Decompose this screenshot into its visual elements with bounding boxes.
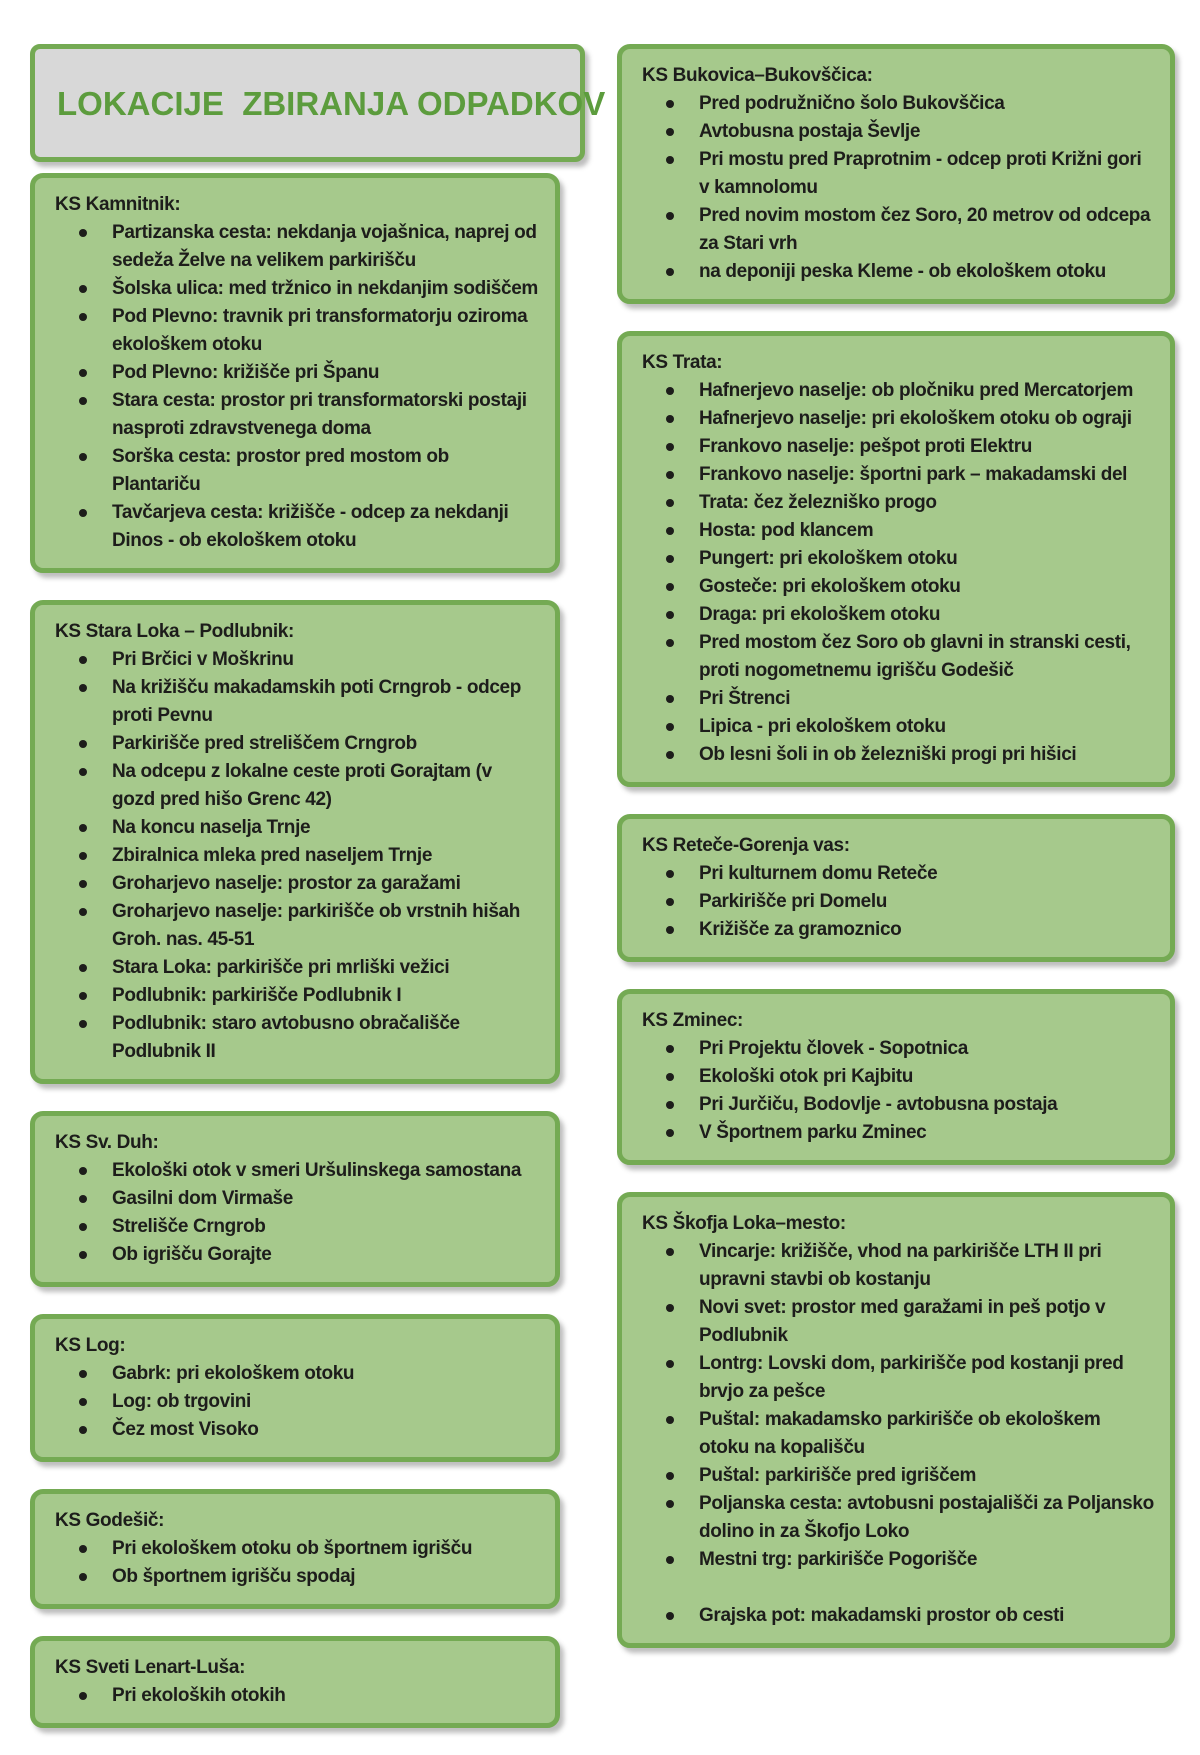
location-item: Pri Jurčiču, Bodovlje - avtobusna postaja [642,1091,1154,1119]
location-item: Križišče za gramoznico [642,916,1154,944]
location-list [642,1035,1154,1147]
location-item: Sorška cesta: prostor pred mostom ob Plantariču [55,443,539,499]
location-item: Na križišču makadamskih poti Crngrob - odcep proti Pevnu [55,674,539,730]
location-box [30,600,560,1084]
location-box [617,814,1175,962]
location-box [617,989,1175,1165]
location-item: Frankovo naselje: športni park – makadamski del [642,461,1154,489]
location-item: Podlubnik: staro avtobusno obračališče Podlubnik II [55,1010,539,1066]
location-item: Puštal: makadamsko parkirišče ob ekološkem otoku na kopališču [642,1406,1154,1462]
location-item: Ekološki otok v smeri Uršulinskega samostana [55,1157,539,1185]
location-box [30,1636,560,1728]
location-item: Na koncu naselja Trnje [55,814,539,842]
location-item: Čez most Visoko [55,1416,539,1444]
list-spacer [642,1574,1154,1602]
box-heading: KS Godešič: [55,1510,165,1531]
location-item: Stara Loka: parkirišče pri mrliški vežici [55,954,539,982]
location-item: Grajska pot: makadamski prostor ob cesti [642,1602,1154,1630]
location-item: Pri Brčici v Moškrinu [55,646,539,674]
location-item: Log: ob trgovini [55,1388,539,1416]
location-list [55,1535,539,1591]
location-item: Novi svet: prostor med garažami in peš potjo v Podlubnik [642,1294,1154,1350]
location-box [30,173,560,573]
location-item: Pri ekološkem otoku ob športnem igrišču [55,1535,539,1563]
box-heading: KS Škofja Loka–mesto: [642,1213,846,1234]
location-item: Tavčarjeva cesta: križišče - odcep za nekdanji Dinos - ob ekološkem otoku [55,499,539,555]
location-list [642,90,1154,286]
location-item: Groharjevo naselje: parkirišče ob vrstnih hišah Groh. nas. 45-51 [55,898,539,954]
location-item: Pri kulturnem domu Reteče [642,860,1154,888]
title-box [30,44,606,162]
location-item: Hafnerjevo naselje: pri ekološkem otoku ob ograji [642,405,1154,433]
location-item: na deponiji peska Kleme - ob ekološkem otoku [642,258,1154,286]
location-item: Parkirišče pri Domelu [642,888,1154,916]
right-column [617,44,1175,1755]
location-item: Frankovo naselje: pešpot proti Elektru [642,433,1154,461]
location-item: Na odcepu z lokalne ceste proti Gorajtam (v gozd pred hišo Grenc 42) [55,758,539,814]
location-item: Podlubnik: parkirišče Podlubnik I [55,982,539,1010]
box-heading: KS Zminec: [642,1010,744,1031]
location-item: Šolska ulica: med tržnico in nekdanjim sodiščem [55,275,539,303]
location-list [642,377,1154,769]
location-item: Gosteče: pri ekološkem otoku [642,573,1154,601]
location-item: Ob igrišču Gorajte [55,1241,539,1269]
location-box [30,1314,560,1462]
page-title: LOKACIJE ZBIRANJA ODPADKOV [57,84,606,122]
location-box [617,1192,1175,1648]
location-item: Gasilni dom Virmaše [55,1185,539,1213]
location-list [55,219,539,555]
location-item: Hafnerjevo naselje: ob pločniku pred Mercatorjem [642,377,1154,405]
location-item: Pred novim mostom čez Soro, 20 metrov od odcepa za Stari vrh [642,202,1154,258]
location-box [617,44,1175,304]
location-item: Groharjevo naselje: prostor za garažami [55,870,539,898]
location-item: Avtobusna postaja Ševlje [642,118,1154,146]
location-item: Pred podružnično šolo Bukovščica [642,90,1154,118]
box-heading: KS Bukovica–Bukovščica: [642,65,873,86]
location-item: Ekološki otok pri Kajbitu [642,1063,1154,1091]
location-item: Gabrk: pri ekološkem otoku [55,1360,539,1388]
location-list [55,646,539,1066]
location-item: Parkirišče pred streliščem Crngrob [55,730,539,758]
location-item: Lontrg: Lovski dom, parkirišče pod kostanji pred brvjo za pešce [642,1350,1154,1406]
location-item: Pred mostom čez Soro ob glavni in stranski cesti, proti nogometnemu igrišču Godešič [642,629,1154,685]
box-heading: KS Trata: [642,352,723,373]
box-heading: KS Log: [55,1335,126,1356]
location-item: Pod Plevno: križišče pri Španu [55,359,539,387]
location-item: Stara cesta: prostor pri transformatorski postaji nasproti zdravstvenega doma [55,387,539,443]
location-item: Draga: pri ekološkem otoku [642,601,1154,629]
location-list [642,1238,1154,1630]
location-list [642,860,1154,944]
location-list [55,1360,539,1444]
location-item: Mestni trg: parkirišče Pogorišče [642,1546,1154,1574]
location-item: Trata: čez železniško progo [642,489,1154,517]
location-item: Pri Projektu človek - Sopotnica [642,1035,1154,1063]
location-item: V Športnem parku Zminec [642,1119,1154,1147]
location-item: Pungert: pri ekološkem otoku [642,545,1154,573]
location-item: Ob lesni šoli in ob železniški progi pri hišici [642,741,1154,769]
box-heading: KS Kamnitnik: [55,194,181,215]
box-heading: KS Sveti Lenart-Luša: [55,1657,246,1678]
location-list [55,1682,539,1710]
location-item: Strelišče Crngrob [55,1213,539,1241]
left-column [30,44,606,1755]
location-item: Pri Štrenci [642,685,1154,713]
location-item: Hosta: pod klancem [642,517,1154,545]
location-item: Lipica - pri ekološkem otoku [642,713,1154,741]
location-item: Poljanska cesta: avtobusni postajališči za Poljansko dolino in za Škofjo Loko [642,1490,1154,1546]
location-item: Vincarje: križišče, vhod na parkirišče LTH II pri upravni stavbi ob kostanju [642,1238,1154,1294]
location-item: Partizanska cesta: nekdanja vojašnica, naprej od sedeža Želve na velikem parkirišču [55,219,539,275]
location-box [617,331,1175,787]
location-item: Puštal: parkirišče pred igriščem [642,1462,1154,1490]
location-item: Pod Plevno: travnik pri transformatorju oziroma ekološkem otoku [55,303,539,359]
location-item: Pri mostu pred Praprotnim - odcep proti Križni gori v kamnolomu [642,146,1154,202]
location-box [30,1489,560,1609]
location-item: Pri ekoloških otokih [55,1682,539,1710]
location-item: Ob športnem igrišču spodaj [55,1563,539,1591]
location-item: Zbiralnica mleka pred naseljem Trnje [55,842,539,870]
box-heading: KS Reteče-Gorenja vas: [642,835,850,856]
box-heading: KS Stara Loka – Podlubnik: [55,621,295,642]
box-heading: KS Sv. Duh: [55,1132,159,1153]
location-box [30,1111,560,1287]
location-list [55,1157,539,1269]
